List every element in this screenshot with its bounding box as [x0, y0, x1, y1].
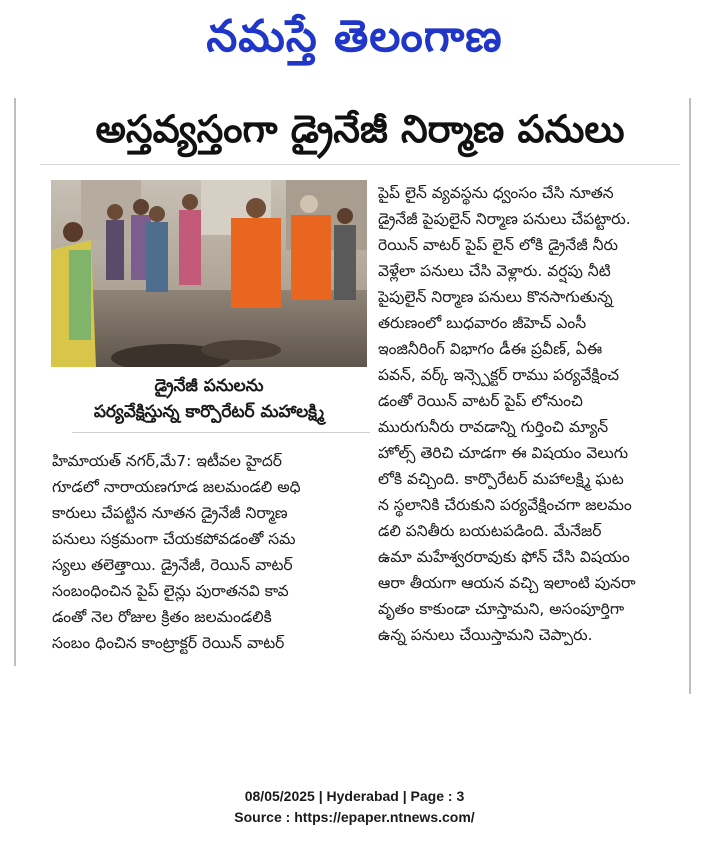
text-line: హిమాయత్ నగర్,మే7: ఇటీవల హైదర్ [52, 452, 282, 470]
text-line: తరుణంలో బుధవారం జీహెచ్ ఎంసీ [378, 314, 587, 332]
text-line: పనులు సక్రమంగా చేయకపోవడంతో సమ [52, 530, 296, 548]
text-line: డంతో నెల రోజుల క్రితం జలమండలికి [52, 608, 272, 626]
text-line: న స్థలానికి చేరుకుని పర్యవేక్షించగా జలమం [378, 496, 632, 514]
caption-divider [72, 432, 370, 433]
text-line: వృతం కాకుండా చూస్తామని, అసంపూర్తిగా [378, 600, 625, 618]
headline-divider [40, 164, 680, 165]
text-line: ఆరా తీయగా ఆయన వచ్చి ఇలాంటి పునరా [378, 574, 636, 592]
page-footer [0, 786, 709, 828]
text-line: కారులు చేపట్టిన నూతన డ్రైనేజీ నిర్మాణ [52, 504, 288, 522]
caption-line-2: పర్యవేక్షిస్తున్న కార్పొరేటర్ మహాలక్ష్మి [93, 402, 325, 422]
text-line: డంతో రెయిన్ వాటర్ పైప్ లోనుంచి [378, 392, 583, 410]
text-line: హోల్స్ తెరిచి చూడగా ఈ విషయం వెలుగు [378, 444, 629, 462]
text-line: వెళ్లేలా పనులు చేసి వెళ్లారు. వర్షపు నీటి [378, 262, 611, 280]
article-column-right [378, 180, 682, 648]
text-line: పైపులైన్ నిర్మాణ పనులు కొనసాగుతున్న [378, 288, 613, 306]
text-line: సంబం ధించిన కాంట్రాక్టర్ రెయిన్ వాటర్ [52, 634, 285, 652]
text-line: స్యలు తలెత్తాయి. డ్రైనేజీ, రెయిన్ వాటర్ [52, 556, 293, 574]
text-line: మురుగునీరు రావడాన్ని గుర్తించి మ్యాన్ [378, 418, 609, 436]
text-line: సంబంధించిన పైప్ లైన్లు పురాతనవి కావ [52, 582, 289, 600]
column-divider-right [689, 98, 691, 694]
news-photo [51, 180, 367, 367]
footer-source-link[interactable]: Source : https://epaper.ntnews.com/ [234, 809, 475, 825]
text-line: గూడలో నారాయణగూడ జలమండలి అధి [52, 478, 301, 496]
street-work-photo [51, 180, 367, 367]
column-divider-left [14, 98, 16, 666]
text-line: లోకి వచ్చింది. కార్పొరేటర్ మహాలక్ష్మి ఘట [378, 470, 624, 488]
masthead-logo: నమస్తే తెలంగాణ [206, 11, 503, 62]
text-line: రెయిన్ వాటర్ పైప్ లైన్ లోకి డ్రైనేజీ నీరు [378, 236, 619, 254]
text-line: ఉమా మహేశ్వరరావుకు ఫోన్ చేసి విషయం [378, 548, 630, 566]
photo-caption [51, 373, 367, 425]
text-line: పవన్, వర్క్ ఇన్స్పెక్టర్ రాము పర్యవేక్షించ [378, 366, 620, 384]
article-column-left [52, 448, 370, 656]
text-line: ఇంజినీరింగ్ విభాగం డీఈ ప్రవీణ్, ఏఈ [378, 340, 603, 358]
text-line: ఉన్న పనులు చేయిస్తామని చెప్పారు. [378, 626, 593, 644]
text-line: పైప్ లైన్ వ్యవస్థను ధ్వంసం చేసి నూతన [378, 184, 614, 202]
caption-line-1: డ్రైనేజీ పనులను [154, 376, 264, 396]
footer-date-line: 08/05/2025 | Hyderabad | Page : 3 [244, 788, 465, 804]
article-headline: అస్తవ్యస్తంగా డ్రైనేజీ నిర్మాణ పనులు [95, 107, 625, 151]
text-line: డలి పనితీరు బయటపడింది. మేనేజర్ [378, 522, 602, 540]
text-line: డ్రైనేజీ పైపులైన్ నిర్మాణ పనులు చేపట్టారు. [378, 210, 631, 228]
